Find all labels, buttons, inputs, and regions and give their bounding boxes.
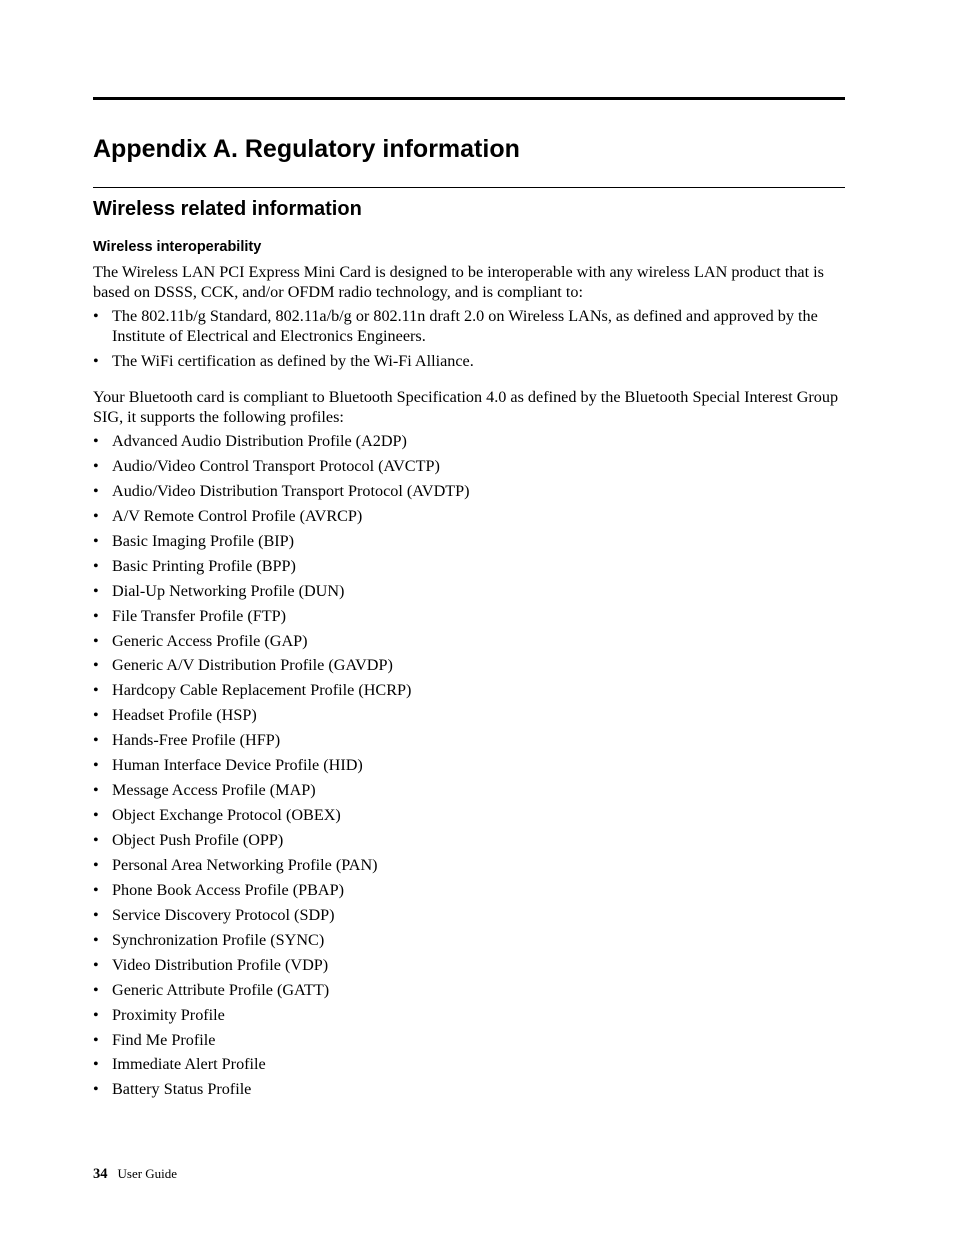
profile-text: Generic Attribute Profile (GATT) — [112, 980, 330, 999]
list-item — [93, 880, 845, 900]
bullet-icon: • — [93, 1030, 99, 1049]
list-item — [93, 606, 845, 626]
list-item — [93, 631, 845, 651]
list-item — [93, 306, 845, 346]
profile-text: Synchronization Profile (SYNC) — [112, 930, 325, 949]
bullet-icon: • — [93, 855, 99, 874]
list-item — [93, 655, 845, 675]
bullet-icon: • — [93, 432, 99, 450]
list-item — [93, 955, 845, 975]
list-item — [93, 1054, 845, 1074]
compliance-list — [93, 306, 845, 376]
bullet-icon: • — [93, 556, 99, 575]
bluetooth-paragraph: Your Bluetooth card is compliant to Bluetooth Specification 4.0 as defined by the Bluetooth Special Interest Group SIG, it supports the following profiles: — [93, 388, 839, 426]
bullet-icon: • — [93, 1055, 99, 1074]
list-item — [93, 730, 845, 750]
profile-list — [93, 431, 845, 1104]
intro-paragraph: The Wireless LAN PCI Express Mini Card is designed to be interoperable with any wireless LAN product that is based on DSSS, CCK, and/or OFDM radio technology, and is compliant to: — [93, 263, 824, 301]
list-item — [93, 705, 845, 725]
list-item — [93, 905, 845, 925]
profile-text: Find Me Profile — [112, 1030, 216, 1049]
bullet-icon: • — [93, 831, 99, 849]
profile-text: Generic Access Profile (GAP) — [112, 631, 308, 650]
profile-text: File Transfer Profile (FTP) — [112, 606, 287, 625]
bullet-icon: • — [93, 1080, 99, 1099]
list-item — [93, 1030, 845, 1050]
list-item — [93, 531, 845, 551]
profile-text: Hands-Free Profile (HFP) — [112, 731, 281, 750]
profile-text: A/V Remote Control Profile (AVRCP) — [112, 506, 363, 525]
bullet-icon: • — [93, 980, 99, 999]
list-item — [93, 805, 845, 825]
bullet-icon: • — [93, 481, 99, 500]
profile-text: Object Exchange Protocol (OBEX) — [112, 806, 341, 825]
profile-text: Video Distribution Profile (VDP) — [112, 955, 329, 974]
profile-text: Dial-Up Networking Profile (DUN) — [112, 581, 345, 600]
bullet-icon: • — [93, 706, 99, 725]
bullet-icon: • — [93, 806, 99, 825]
list-item — [93, 456, 845, 476]
profile-text: Battery Status Profile — [112, 1080, 252, 1099]
list-item — [93, 351, 845, 371]
bullet-icon: • — [93, 531, 99, 550]
profile-text: Proximity Profile — [112, 1005, 225, 1024]
section-title: Wireless related information — [93, 198, 362, 220]
bullet-icon: • — [93, 756, 99, 775]
list-item — [93, 680, 845, 700]
list-item — [93, 830, 845, 850]
list-item — [93, 755, 845, 775]
chapter-top-rule — [93, 97, 845, 100]
bullet-icon: • — [93, 506, 99, 525]
page-footer — [93, 1165, 177, 1183]
page-number: 34 — [93, 1166, 108, 1182]
list-item — [93, 481, 845, 501]
profile-text: Audio/Video Control Transport Protocol (AVCTP) — [112, 456, 440, 475]
profile-text: Immediate Alert Profile — [112, 1055, 266, 1074]
profile-text: Advanced Audio Distribution Profile (A2DP) — [112, 432, 407, 450]
profile-text: Phone Book Access Profile (PBAP) — [112, 880, 345, 899]
profile-text: Basic Printing Profile (BPP) — [112, 556, 296, 575]
compliance-item-text: The 802.11b/g Standard, 802.11a/b/g or 802.11n draft 2.0 on Wireless LANs, as defined and approved by the Institute of Electrical and Electronics Engineers. — [112, 307, 818, 345]
bullet-icon: • — [93, 656, 99, 675]
bullet-icon: • — [93, 352, 99, 370]
list-item — [93, 855, 845, 875]
bullet-icon: • — [93, 631, 99, 650]
profile-text: Generic A/V Distribution Profile (GAVDP) — [112, 656, 393, 675]
profile-text: Basic Imaging Profile (BIP) — [112, 531, 295, 550]
profile-text: Audio/Video Distribution Transport Protocol (AVDTP) — [112, 481, 470, 500]
list-item — [93, 431, 845, 451]
bullet-icon: • — [93, 905, 99, 924]
bullet-icon: • — [93, 307, 99, 325]
list-item — [93, 581, 845, 601]
chapter-title: Appendix A. Regulatory information — [93, 135, 520, 163]
bullet-icon: • — [93, 955, 99, 974]
list-item — [93, 930, 845, 950]
profile-text: Message Access Profile (MAP) — [112, 781, 316, 800]
list-item — [93, 506, 845, 526]
bullet-icon: • — [93, 456, 99, 475]
list-item — [93, 1005, 845, 1025]
compliance-item-text: The WiFi certification as defined by the Wi-Fi Alliance. — [112, 352, 474, 370]
bullet-icon: • — [93, 1005, 99, 1024]
bullet-icon: • — [93, 731, 99, 750]
list-item — [93, 556, 845, 576]
bullet-icon: • — [93, 880, 99, 899]
bullet-icon: • — [93, 781, 99, 800]
profile-text: Human Interface Device Profile (HID) — [112, 756, 363, 775]
list-item — [93, 780, 845, 800]
bullet-icon: • — [93, 930, 99, 949]
profile-text: Hardcopy Cable Replacement Profile (HCRP) — [112, 681, 412, 700]
section-divider — [93, 187, 845, 188]
bullet-icon: • — [93, 606, 99, 625]
profile-text: Service Discovery Protocol (SDP) — [112, 905, 335, 924]
subsection-title: Wireless interoperability — [93, 239, 262, 255]
list-item — [93, 1079, 845, 1099]
profile-text: Object Push Profile (OPP) — [112, 831, 284, 849]
bullet-icon: • — [93, 581, 99, 600]
guide-title: User Guide — [117, 1166, 178, 1181]
list-item — [93, 980, 845, 1000]
profile-text: Headset Profile (HSP) — [112, 706, 257, 725]
bullet-icon: • — [93, 681, 99, 700]
profile-text: Personal Area Networking Profile (PAN) — [112, 855, 378, 874]
